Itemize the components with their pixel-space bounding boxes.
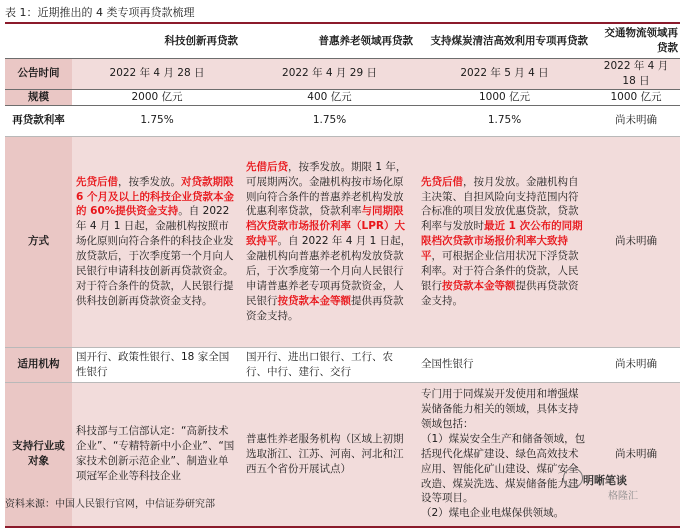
row-label: 规模 (5, 89, 72, 105)
cell: 2022 年 5 月 4 日 (417, 59, 592, 90)
highlight-text: 按贷款本金等额 (277, 294, 351, 307)
wechat-logo-icon (563, 468, 583, 488)
source-note: 资料来源：中国人民银行官网，中信证券研究部 (5, 499, 215, 510)
header-tech: 科技创新再贷款 (72, 23, 242, 59)
cell: 2000 亿元 (72, 89, 242, 105)
cell: 2022 年 4 月 18 日 (592, 59, 680, 90)
row-institutions (5, 347, 680, 382)
header-elder: 普惠养老领域再贷款 (242, 23, 417, 59)
rich-text (76, 175, 238, 309)
cell: 尚未明确 (592, 347, 680, 382)
row-label: 适用机构 (5, 347, 72, 382)
rich-text (421, 175, 588, 309)
highlight-text: 先借后贷 (246, 160, 288, 173)
header-empty (5, 23, 72, 59)
cell: 科技部与工信部认定：“高新技术企业”、“专精特新中小企业”、“国家技术创新示范企业”、制造业单项冠军企业等科技企业 (72, 382, 242, 527)
row-announce (5, 59, 680, 90)
cell: 2022 年 4 月 28 日 (72, 59, 242, 90)
body-text: ，可根据企业信用状况下浮贷款利率。对于符合条件的贷款，人民银行 (421, 250, 579, 292)
cell: 国开行、政策性银行、18 家全国性银行 (72, 347, 242, 382)
cell: 普惠性养老服务机构（区域上初期选取浙江、江苏、河南、河北和江西五个省份开展试点） (242, 382, 417, 527)
cell: 2022 年 4 月 29 日 (242, 59, 417, 90)
body-text: ，按月发放。金融机构自主决策、自担风险向支持范围内符合标准的项目发放优惠贷款，贷款利率与发放时 (421, 175, 579, 233)
watermark-text: 明晰笔谈 (583, 474, 627, 487)
cell: 尚未明确 (592, 105, 680, 136)
body-text: ，按季发放。 (118, 175, 181, 188)
method-cell-tech (72, 136, 242, 347)
row-label: 公告时间 (5, 59, 72, 90)
method-cell-coal (417, 136, 592, 347)
cell: 尚未明确 (592, 382, 680, 527)
rich-text (246, 160, 413, 324)
body-text: ，按季发放。期限 1 年，可展期两次。金融机构按市场化原则向符合条件的普惠养老机构发放优惠利率贷款，贷款利率 (246, 160, 407, 218)
cell: 1000 亿元 (592, 89, 680, 105)
row-rate (5, 105, 680, 136)
row-label: 支持行业或对象 (5, 382, 72, 527)
highlight-text: 与同期限档次贷款市场报价利率（LPR）大致持平 (246, 205, 405, 248)
cell: 1.75% (242, 105, 417, 136)
body-text: 。自 2022 年 4 月 1 日起，金融机构按照市场化原则向符合条件的科技企业发放贷款后，于次季度第一个月向人民银行申请科技创新再贷款资金。对于符合条件的贷款，人民银行提供科技创新再贷款资金支持。 (76, 205, 234, 307)
cell: 国开行、进出口银行、工行、农行、中行、建行、交行 (242, 347, 417, 382)
highlight-text: 按贷款本金等额 (442, 279, 516, 292)
highlight-text: 对贷款期限 6 个月及以上的科技企业贷款本金的 60%提供资金支持 (76, 175, 234, 218)
header-row (5, 23, 680, 59)
cell: 1.75% (417, 105, 592, 136)
table-caption: 表 1：近期推出的 4 类专项再贷款梳理 (5, 6, 195, 19)
cell: 全国性银行 (417, 347, 592, 382)
cell: 1000 亿元 (417, 89, 592, 105)
cell: 专门用于同煤炭开发使用和增强煤炭储备能力相关的领域，具体支持领域包括： （1）煤炭安全生产和储备领域，包括现代化煤矿建设、绿色高效技术应用、智能化矿山建设、煤矿安全改造、煤炭洗选、煤炭储备能力建设等项目。 （2）煤电企业电煤保供领域。 (417, 382, 592, 527)
method-cell-elder (242, 136, 417, 347)
body-text: 提供再贷款资金支持。 (421, 279, 579, 307)
cell: 1.75% (72, 105, 242, 136)
row-label: 再贷款利率 (5, 105, 72, 136)
cell: 尚未明确 (592, 136, 680, 347)
header-coal: 支持煤炭清洁高效利用专项再贷款 (417, 23, 592, 59)
row-label: 方式 (5, 136, 72, 347)
row-method (5, 136, 680, 347)
body-text: 。自 2022 年 4 月 1 日起，金融机构向普惠养老机构发放贷款后，于次季度第一个月向人民银行申请普惠养老专项再贷款资金，人民银行 (246, 235, 412, 307)
watermark-brand: 格隆汇 (608, 491, 638, 502)
row-scale (5, 89, 680, 105)
highlight-text: 先贷后借 (421, 175, 463, 188)
highlight-text: 最近 1 次公布的同期限档次贷款市场报价利率大致持平 (421, 220, 583, 263)
header-transport: 交通物流领域再贷款 (592, 23, 680, 59)
body-text: 提供再贷款资金支持。 (246, 294, 404, 322)
cell: 400 亿元 (242, 89, 417, 105)
highlight-text: 先贷后借 (76, 175, 118, 188)
reloan-table (5, 22, 680, 528)
